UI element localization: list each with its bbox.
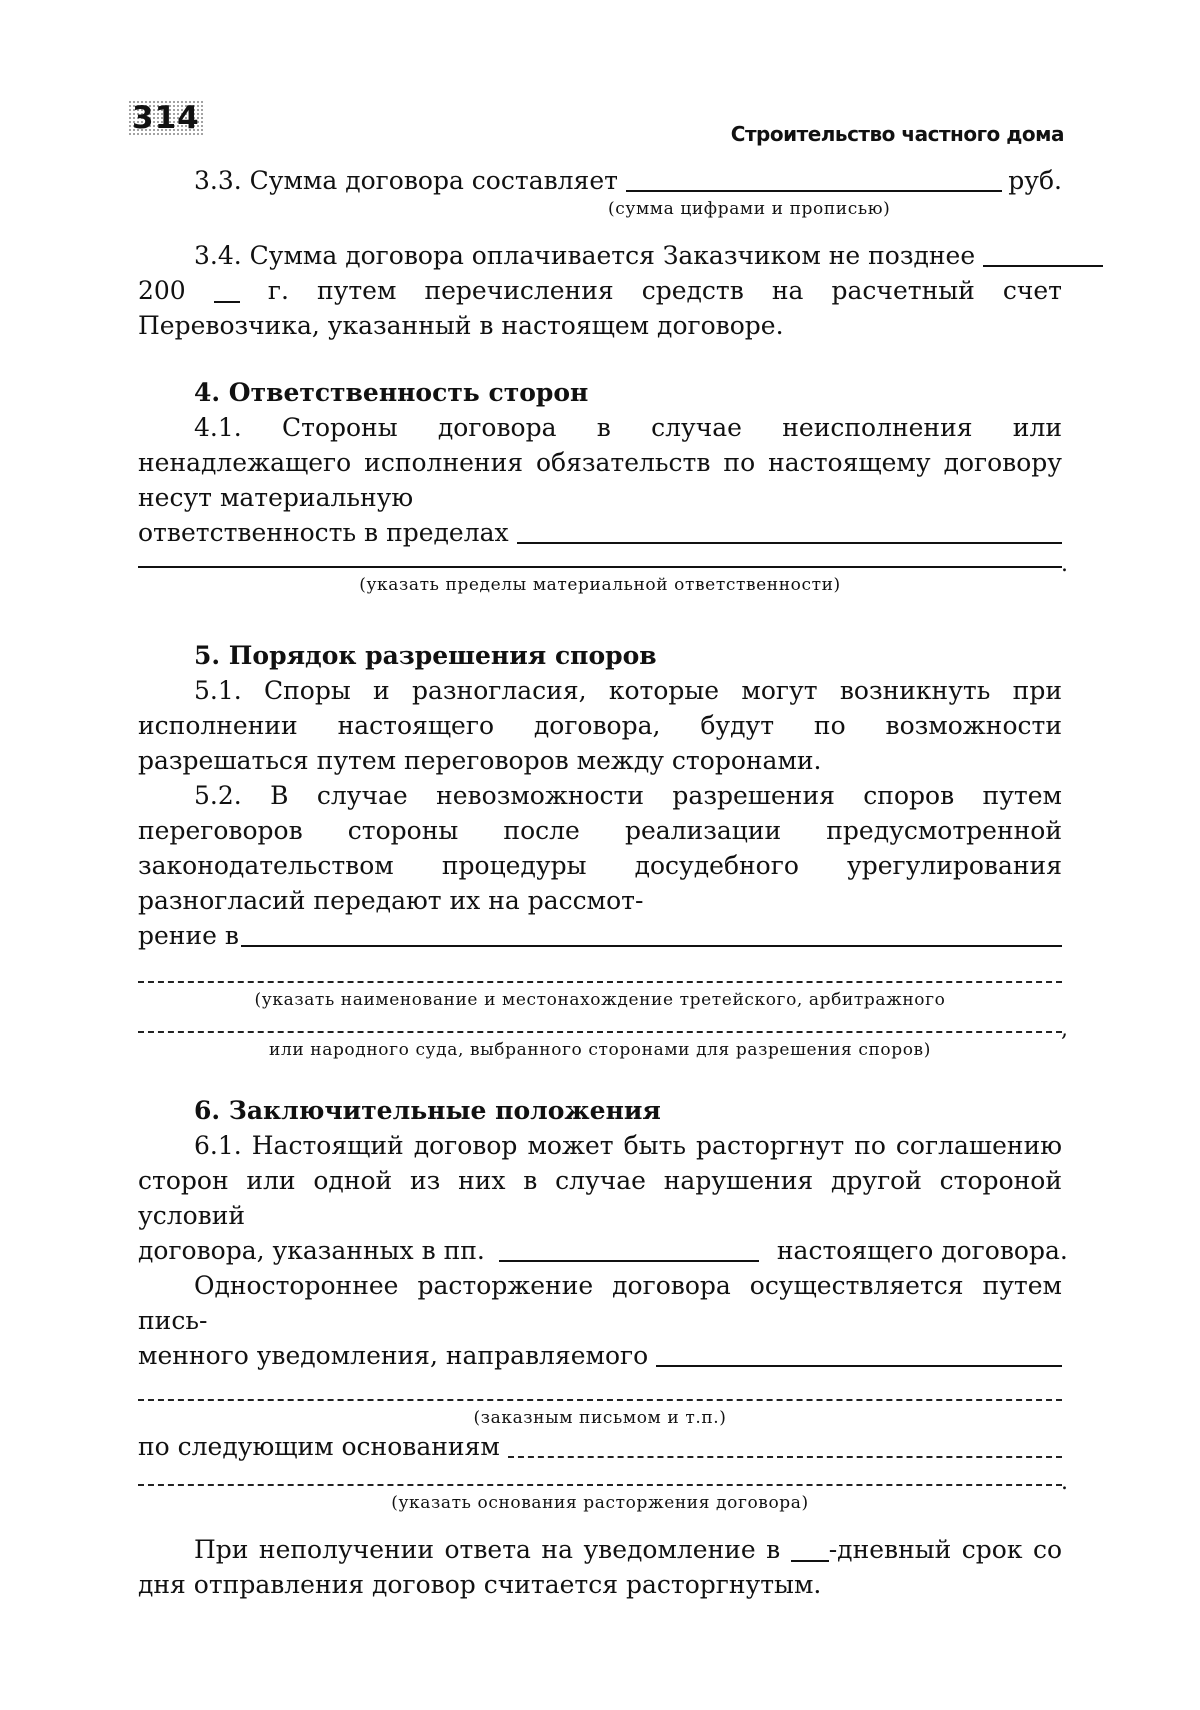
- unilateral-termination-text: Одностороннее расторжение договора осуществляется путем пись-: [138, 1271, 1062, 1335]
- clause-3-3-label: 3.3. Сумма договора составляет: [194, 166, 618, 195]
- section-4-heading: 4. Ответственность сторон: [194, 378, 589, 407]
- clause-3-4-text: 3.4. Сумма договора оплачивается Заказчиком не позднее: [194, 241, 976, 270]
- section-5-heading: 5. Порядок разрешения споров: [194, 641, 657, 670]
- clause-5-1: 5.1. Споры и разногласия, которые могут возникнуть при исполнении настоящего договора, будут по возможности разрешаться путем переговоров между сторонами.: [138, 676, 1062, 775]
- grounds-blank[interactable]: [508, 1432, 1062, 1458]
- grounds-blank-2[interactable]: .: [138, 1464, 1062, 1486]
- court-caption-1: (указать наименование и местонахождение третейского, арбитражного: [254, 990, 946, 1010]
- clause-6-1: 6.1. Настоящий договор может быть расторгнут по соглашению сторон или одной из них в случае нарушения другой стороной условий: [138, 1131, 1062, 1230]
- page-number: 314: [128, 100, 204, 136]
- year-blank[interactable]: [214, 279, 240, 303]
- clauses-ref-label: договора, указанных в пп.: [138, 1236, 485, 1265]
- clauses-ref-end: настоящего договора.: [776, 1236, 1068, 1265]
- currency-unit: руб.: [1008, 166, 1062, 195]
- contract-sum-blank[interactable]: [626, 166, 1002, 192]
- notice-line: [138, 1338, 1062, 1373]
- court-blank[interactable]: [241, 921, 1062, 947]
- final-text-a: При неполучении ответа на уведомление в: [194, 1535, 781, 1564]
- court-blank-3[interactable]: ,: [138, 1011, 1062, 1033]
- court-line: [138, 918, 1062, 953]
- liability-blank-2[interactable]: .: [138, 550, 1062, 568]
- grounds-caption: (указать основания расторжения договора): [391, 1493, 809, 1513]
- notice-label: менного уведомления, направляемого: [138, 1341, 649, 1370]
- payment-date-blank[interactable]: [983, 241, 1103, 267]
- clause-4-1: 4.1. Стороны договора в случае неисполнения или ненадлежащего исполнения обязательств по настоящему договору несут материальную: [138, 413, 1062, 512]
- court-blank-2[interactable]: [138, 953, 1062, 983]
- liability-blank[interactable]: [517, 518, 1062, 544]
- clauses-ref-line: [138, 1233, 1068, 1268]
- contract-sum-caption: (сумма цифрами и прописью): [608, 199, 891, 219]
- grounds-line: [138, 1429, 1062, 1464]
- grounds-label: по следующим основаниям: [138, 1432, 500, 1461]
- court-label: рение в: [138, 921, 239, 950]
- liability-caption: (указать пределы материальной ответственности): [359, 575, 841, 595]
- clause-5-2: 5.2. В случае невозможности разрешения споров путем переговоров стороны после реализации предусмотренной законодательством процедуры досудебного урегулирования разногласий передают их на рассмот-: [138, 781, 1062, 915]
- days-blank[interactable]: [791, 1538, 829, 1562]
- clause-6-final: [138, 1532, 1062, 1602]
- section-6-heading: 6. Заключительные положения: [194, 1096, 661, 1125]
- notice-caption: (заказным письмом и т.п.): [473, 1408, 727, 1428]
- clause-3-3: [138, 163, 1062, 198]
- court-caption-2: или народного суда, выбранного сторонами для разрешения споров): [269, 1040, 931, 1060]
- contract-text: [138, 163, 1068, 1602]
- year-prefix: 200: [138, 276, 186, 305]
- clauses-ref-blank[interactable]: [499, 1236, 759, 1262]
- notice-method-blank[interactable]: [656, 1341, 1062, 1367]
- liability-label: ответственность в пределах: [138, 518, 509, 547]
- liability-line: [138, 515, 1062, 550]
- clause-3-4-rest: [138, 273, 1062, 343]
- clause-3-4-continuation: г. путем перечисления средств на расчетный счет Перевозчика, указанный в настоящем договоре.: [138, 276, 1062, 340]
- clause-3-4-line1: [138, 238, 1062, 273]
- running-header: Строительство частного дома: [730, 122, 1064, 146]
- notice-method-blank-2[interactable]: [138, 1373, 1062, 1401]
- final-text-b: -дневный срок со дня отправления договор считается расторгнутым.: [138, 1535, 1062, 1599]
